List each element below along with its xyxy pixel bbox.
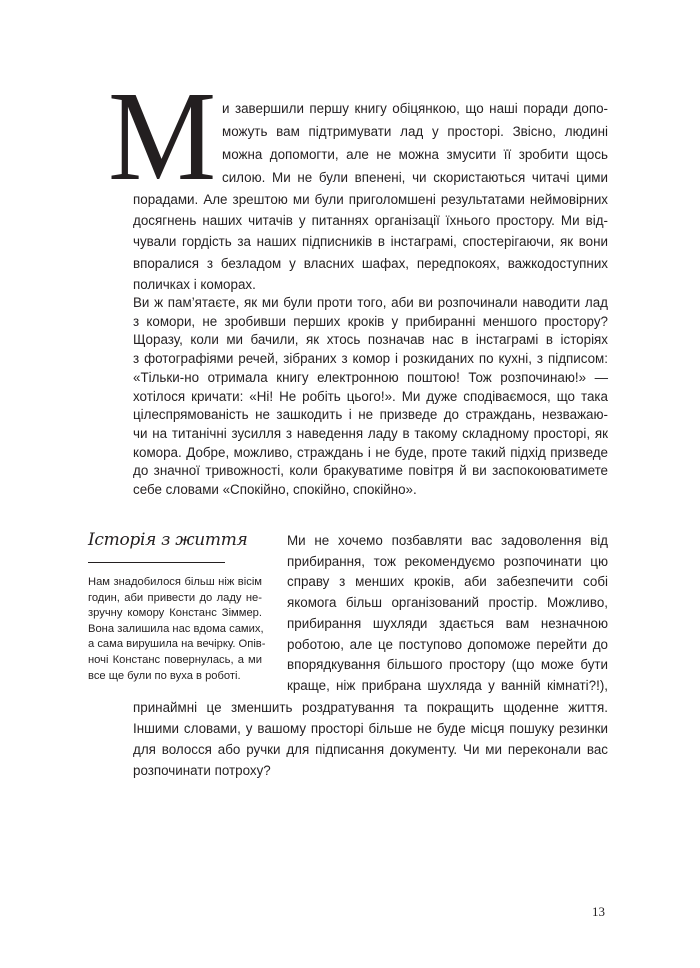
text-line: ночі Констанс повернулась, а ми xyxy=(88,653,262,666)
text-line: поличках і коморах. xyxy=(133,276,256,292)
page-number: 13 xyxy=(592,904,605,919)
text-line: «Тільки-но отримала книгу електронною поштою! Тож розпочинаю!» — xyxy=(133,369,608,385)
text-line: чи на титанічні зусилля з наведення ладу в такому складному просторі, як xyxy=(133,425,608,441)
text-line: принаймні це зменшить роздратування та покращить щоденне життя. xyxy=(133,700,608,715)
paragraph-3 xyxy=(133,697,608,781)
text-line: Ви ж пам’ятаєте, як ми були проти того, аби ви розпочинали наводити лад xyxy=(133,295,608,310)
text-line: з фотографіями речей, зібраних з комор і розкиданих по кухні, з підписом: xyxy=(133,351,608,367)
sidebar-divider xyxy=(88,562,225,563)
text-line: Нам знадобилося більш ніж вісім xyxy=(88,576,262,588)
paragraph-1-indented xyxy=(222,97,608,189)
text-line: чували гордість за наших підписників в інстаграмі, спостерігаючи, як вони xyxy=(133,234,608,250)
paragraph-3-column xyxy=(287,531,608,697)
sidebar-text xyxy=(88,575,266,684)
text-line: хотілося кричати: «Ні! Не робіть цього!». Ми дуже сподіваємося, що така xyxy=(133,388,608,404)
text-line: себе словами «Спокійно, спокійно, спокійно». xyxy=(133,482,417,498)
text-line: досягнень наших читачів у питаннях організації їхнього простору. Ми від- xyxy=(133,213,608,229)
text-line: можна допомогти, але не можна змусити її зробити щось xyxy=(222,147,608,162)
text-line: зручну комору Констанс Зіммер. xyxy=(88,607,262,620)
sidebar-title: Історія з життя xyxy=(88,530,248,550)
text-line: годин, аби привести до ладу не- xyxy=(88,591,262,604)
text-line: краще, ніж прибрана шухляда у ванній кімнаті?!), xyxy=(287,677,608,693)
text-line: Щоразу, коли ми бачили, як хтось позначав нас в інстаграмі в історіях xyxy=(133,332,608,348)
text-line: справу з менших кроків, аби забезпечити собі xyxy=(287,574,608,590)
text-line: можуть вам підтримувати лад у просторі. Звісно, людині xyxy=(222,124,608,139)
text-line: все ще були по вуха в роботі. xyxy=(88,669,241,682)
text-line: для волосся або ручки для підписання документу. Чи ми переконали вас xyxy=(133,742,608,757)
text-line: а сама вирушила на вечірку. Опів- xyxy=(88,638,266,651)
text-line: Ми не хочемо позбавляти вас задоволення від xyxy=(287,533,608,548)
text-line: порадами. Але зрештою ми були приголомшені результатами неймовірних xyxy=(133,192,608,207)
text-line: прибирання, тож рекомендуємо розпочинати цю xyxy=(287,553,608,569)
paragraph-1 xyxy=(133,189,608,295)
paragraph-2 xyxy=(133,294,608,500)
text-line: впоралися з безладом у власних шафах, передпокоях, важкодоступних xyxy=(133,255,608,271)
text-line: Вона залишила нас вдома самих, xyxy=(88,622,264,635)
text-line: до значної тривожності, коли бракуватиме повітря й ви заспокоюватимете xyxy=(133,463,608,479)
text-line: якомога більш організований простір. Можливо, xyxy=(287,595,608,611)
text-line: комора. Добре, можливо, страждань і не буде, проте такий підхід призведе xyxy=(133,444,608,460)
text-line: розпочинати потроху? xyxy=(133,763,271,778)
text-line: Іншими словами, у вашому просторі більше не буде місця пошуку резинки xyxy=(133,721,608,736)
text-line: з комори, не зробивши перших кроків у прибиранні меншого простору? xyxy=(133,313,608,329)
drop-cap: М xyxy=(108,65,217,207)
text-line: прибирання шухляди здається вам незначною xyxy=(287,615,608,631)
text-line: роботою, але це поступово допоможе перейти до xyxy=(287,636,608,652)
text-line: впорядкування більшого простору (що може бути xyxy=(287,657,608,673)
text-line: и завершили першу книгу обіцянкою, що наші поради допо- xyxy=(222,101,608,116)
text-line: цілеспрямованість не зашкодить і не призведе до страждань, незважаю- xyxy=(133,407,608,423)
text-line: силою. Ми не були впенені, чи скористаються читачі цими xyxy=(222,170,608,185)
